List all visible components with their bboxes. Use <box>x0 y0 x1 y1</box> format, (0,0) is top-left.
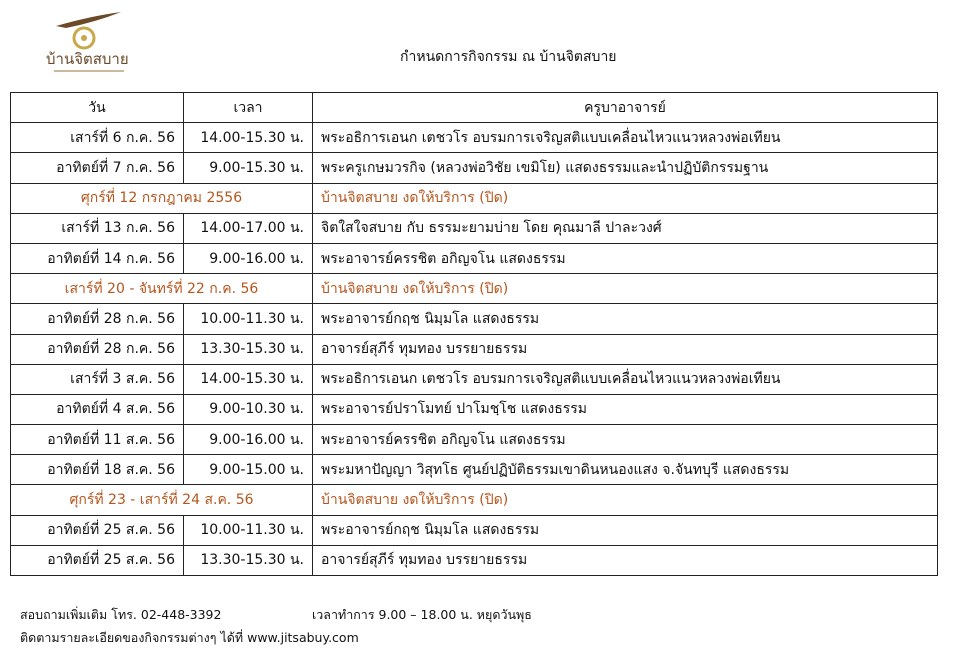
teacher-cell: อาจารย์สุภีร์ ทุมทอง บรรยายธรรม <box>313 545 938 575</box>
time-cell: 10.00-11.30 น. <box>184 304 313 334</box>
closed-row <box>11 485 938 515</box>
table-row <box>11 304 938 334</box>
day-cell: อาทิตย์ที่ 25 ส.ค. 56 <box>11 515 184 545</box>
time-cell: 10.00-11.30 น. <box>184 515 313 545</box>
schedule-table <box>10 92 938 576</box>
table-row <box>11 455 938 485</box>
time-cell: 9.00-15.30 น. <box>184 153 313 183</box>
dharma-wheel-logo-icon <box>36 8 136 78</box>
teacher-cell: พระอาจารย์กฤช นิมฺมโล แสดงธรรม <box>313 304 938 334</box>
table-row <box>11 394 938 424</box>
header-time: เวลา <box>184 93 313 123</box>
table-row <box>11 334 938 364</box>
day-cell: อาทิตย์ที่ 14 ก.ค. 56 <box>11 243 184 273</box>
time-cell: 13.30-15.30 น. <box>184 545 313 575</box>
closed-row <box>11 183 938 213</box>
time-cell: 9.00-16.00 น. <box>184 425 313 455</box>
teacher-cell: พระอาจารย์กฤช นิมฺมโล แสดงธรรม <box>313 515 938 545</box>
teacher-cell: พระอธิการเอนก เตชวโร อบรมการเจริญสติแบบเคลื่อนไหวแนวหลวงพ่อเทียน <box>313 364 938 394</box>
table-row <box>11 213 938 243</box>
page-title: กำหนดการกิจกรรม ณ บ้านจิตสบาย <box>400 49 617 65</box>
table-row <box>11 243 938 273</box>
day-cell: อาทิตย์ที่ 4 ส.ค. 56 <box>11 394 184 424</box>
day-cell: อาทิตย์ที่ 28 ก.ค. 56 <box>11 304 184 334</box>
teacher-cell: พระอธิการเอนก เตชวโร อบรมการเจริญสติแบบเคลื่อนไหวแนวหลวงพ่อเทียน <box>313 123 938 153</box>
teacher-cell: บ้านจิตสบาย งดให้บริการ (ปิด) <box>313 274 938 304</box>
teacher-cell: จิตใสใจสบาย กับ ธรรมะยามบ่าย โดย คุณมาลี ปาละวงศ์ <box>313 213 938 243</box>
day-cell: เสาร์ที่ 20 - จันทร์ที่ 22 ก.ค. 56 <box>11 274 313 304</box>
teacher-cell: พระอาจารย์ครรชิต อกิญจโน แสดงธรรม <box>313 243 938 273</box>
day-cell: อาทิตย์ที่ 18 ส.ค. 56 <box>11 455 184 485</box>
day-cell: อาทิตย์ที่ 7 ก.ค. 56 <box>11 153 184 183</box>
footer-website: ติดตามรายละเอียดของกิจกรรมต่างๆ ได้ที่ www.jitsabuy.com <box>20 630 359 645</box>
day-cell: ศุกร์ที่ 12 กรกฎาคม 2556 <box>11 183 313 213</box>
teacher-cell: พระมหาปัญญา วิสุทโธ ศูนย์ปฏิบัติธรรมเขาดินหนองแสง จ.จันทบุรี แสดงธรรม <box>313 455 938 485</box>
footer-hours: เวลาทำการ 9.00 – 18.00 น. หยุดวันพุธ <box>312 607 532 622</box>
day-cell: อาทิตย์ที่ 11 ส.ค. 56 <box>11 425 184 455</box>
day-cell: เสาร์ที่ 13 ก.ค. 56 <box>11 213 184 243</box>
day-cell: ศุกร์ที่ 23 - เสาร์ที่ 24 ส.ค. 56 <box>11 485 313 515</box>
day-cell: อาทิตย์ที่ 28 ก.ค. 56 <box>11 334 184 364</box>
day-cell: เสาร์ที่ 3 ส.ค. 56 <box>11 364 184 394</box>
time-cell: 14.00-17.00 น. <box>184 213 313 243</box>
header-teacher: ครูบาอาจารย์ <box>313 93 938 123</box>
table-row <box>11 425 938 455</box>
header-day: วัน <box>11 93 184 123</box>
teacher-cell: พระครูเกษมวรกิจ (หลวงพ่อวิชัย เขมิโย) แสดงธรรมและนำปฏิบัติกรรมฐาน <box>313 153 938 183</box>
closed-row <box>11 274 938 304</box>
teacher-cell: อาจารย์สุภีร์ ทุมทอง บรรยายธรรม <box>313 334 938 364</box>
logo <box>36 8 136 78</box>
day-cell: อาทิตย์ที่ 25 ส.ค. 56 <box>11 545 184 575</box>
time-cell: 9.00-16.00 น. <box>184 243 313 273</box>
table-row <box>11 123 938 153</box>
teacher-cell: บ้านจิตสบาย งดให้บริการ (ปิด) <box>313 183 938 213</box>
time-cell: 13.30-15.30 น. <box>184 334 313 364</box>
footer-phone: สอบถามเพิ่มเติม โทร. 02-448-3392 <box>20 607 222 622</box>
table-row <box>11 515 938 545</box>
table-row <box>11 153 938 183</box>
time-cell: 9.00-10.30 น. <box>184 394 313 424</box>
table-header-row <box>11 93 938 123</box>
time-cell: 9.00-15.00 น. <box>184 455 313 485</box>
time-cell: 14.00-15.30 น. <box>184 364 313 394</box>
teacher-cell: บ้านจิตสบาย งดให้บริการ (ปิด) <box>313 485 938 515</box>
time-cell: 14.00-15.30 น. <box>184 123 313 153</box>
teacher-cell: พระอาจารย์ปราโมทย์ ปาโมชฺโช แสดงธรรม <box>313 394 938 424</box>
svg-text:บ้านจิตสบาย: บ้านจิตสบาย <box>46 50 129 68</box>
table-row <box>11 364 938 394</box>
day-cell: เสาร์ที่ 6 ก.ค. 56 <box>11 123 184 153</box>
table-row <box>11 545 938 575</box>
teacher-cell: พระอาจารย์ครรชิต อกิญจโน แสดงธรรม <box>313 425 938 455</box>
